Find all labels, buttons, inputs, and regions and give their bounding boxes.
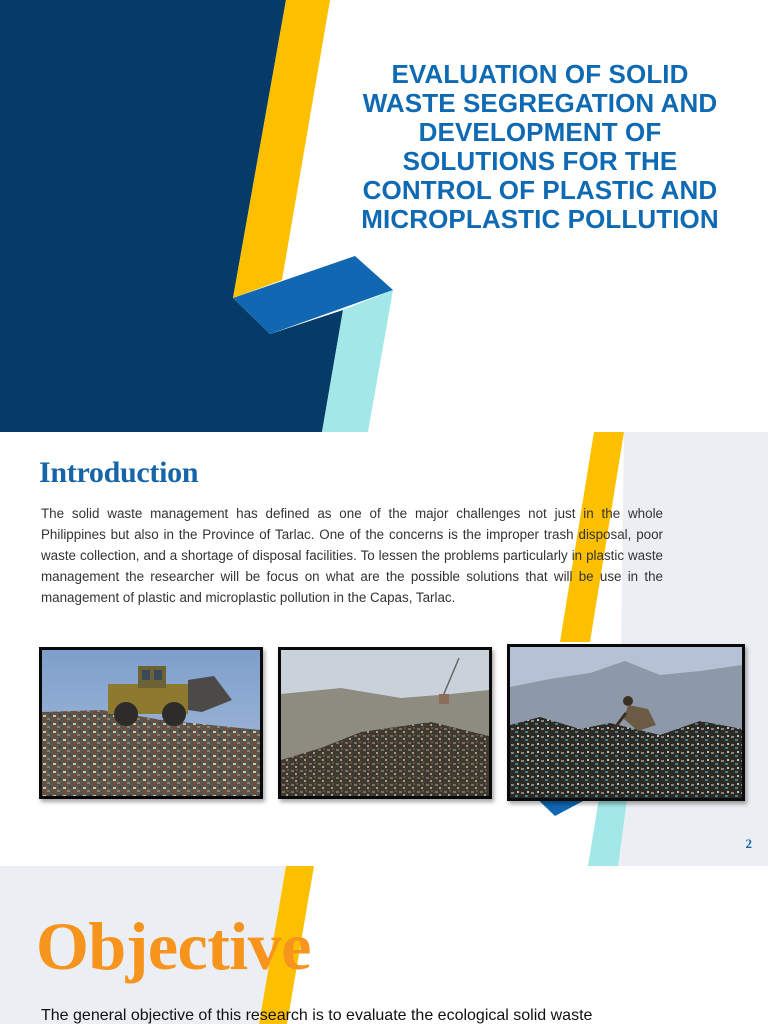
title-line: DEVELOPMENT OF: [418, 117, 662, 147]
garbage-mountain-photo: [278, 647, 492, 799]
objective-paragraph: The general objective of this research is to evaluate the ecological solid waste: [41, 1007, 593, 1024]
page-number: 2: [745, 836, 752, 851]
introduction-paragraph: The solid waste management has defined as one of the major challenges not just in the whole Philippines but also in the Province of Tarlac. One of the concerns is the improper trash disposal, poor waste collection, and a shortage of disposal facilities. To lessen the problems particularly in plastic waste management the researcher will be focus on what are the possible solutions that will be use in the management of plastic and microplastic pollution in the Capas, Tarlac.: [41, 506, 663, 605]
introduction-slide: [0, 432, 768, 866]
title-line: EVALUATION OF SOLID: [391, 59, 689, 89]
title-line: SOLUTIONS FOR THE: [402, 146, 678, 176]
title-line: MICROPLASTIC POLLUTION: [361, 204, 719, 234]
title-line: CONTROL OF PLASTIC AND: [362, 175, 718, 205]
objective-slide: [0, 866, 768, 1024]
introduction-heading: Introduction: [39, 456, 199, 489]
presentation-title: [330, 60, 750, 234]
title-line: WASTE SEGREGATION AND: [362, 88, 718, 118]
landfill-bulldozer-photo: [39, 647, 263, 799]
objective-heading: Objective: [36, 908, 311, 984]
waste-picker-photo: [507, 644, 745, 801]
title-slide: [0, 0, 768, 432]
